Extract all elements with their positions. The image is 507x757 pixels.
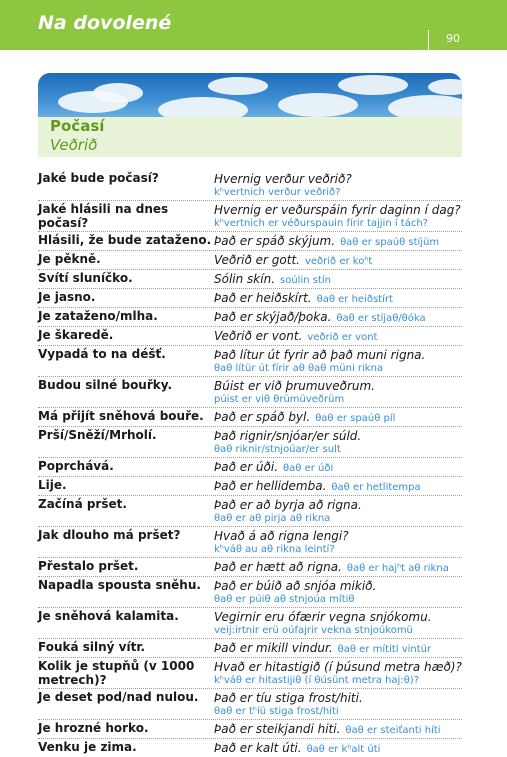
icelandic-phrase: Það er steikjandi hiti. xyxy=(214,722,341,736)
phrase-row xyxy=(38,638,462,657)
czech-phrase: Hlásili, že bude zataženo. xyxy=(38,233,212,247)
icelandic-cell xyxy=(214,608,462,638)
icelandic-phrase: Það lítur út fyrir að það muni rigna. xyxy=(214,348,426,362)
phrase-row xyxy=(38,376,462,407)
icelandic-phrase: Það er kalt úti. xyxy=(214,741,302,755)
page-header xyxy=(0,0,507,50)
icelandic-cell xyxy=(214,658,462,688)
pronunciation: θaθ er mítitl vintür xyxy=(337,644,432,655)
phrase-row xyxy=(38,200,462,231)
icelandic-cell xyxy=(214,477,462,495)
icelandic-phrase: Það er heiðskírt. xyxy=(214,291,312,305)
icelandic-cell xyxy=(214,270,462,288)
icelandic-phrase: Sólin skín. xyxy=(214,272,276,286)
pronunciation: θaθ er spaúθ píl xyxy=(315,413,396,424)
pronunciation: θaθ er spaúθ stíjüm xyxy=(340,237,440,248)
phrase-row xyxy=(38,269,462,288)
icelandic-phrase: Það er hætt að rigna. xyxy=(214,560,342,574)
czech-phrase: Jaké hlásili na dnes počasí? xyxy=(38,202,169,230)
czech-phrase: Prší/Sněží/Mrholí. xyxy=(38,428,157,442)
phrase-row xyxy=(38,250,462,269)
czech-phrase: Vypadá to na déšť. xyxy=(38,347,166,361)
phrase-row xyxy=(38,307,462,326)
czech-phrase: Venku je zima. xyxy=(38,740,137,754)
phrase-row xyxy=(38,326,462,345)
phrase-row xyxy=(38,407,462,426)
icelandic-phrase: Það er búið að snjóa mikið. xyxy=(214,579,377,593)
icelandic-phrase: Hvernig verður veðrið? xyxy=(214,172,352,186)
icelandic-cell xyxy=(214,327,462,345)
czech-phrase: Je sněhová kalamita. xyxy=(38,609,179,623)
czech-phrase: Svítí sluníčko. xyxy=(38,271,133,285)
icelandic-phrase: Vegirnir eru ófærir vegna snjókomu. xyxy=(214,610,432,624)
icelandic-cell xyxy=(214,201,462,231)
phrase-row xyxy=(38,738,462,757)
pronunciation: θaθ lítür út fírir aθ θaθ müni rikna xyxy=(214,363,384,374)
pronunciation: θaθ er púiθ aθ stnjoúa mítiθ xyxy=(214,594,355,605)
icelandic-phrase: Það er að byrja að rigna. xyxy=(214,498,362,512)
icelandic-phrase: Hvað á að rigna lengi? xyxy=(214,529,349,543)
phrase-row xyxy=(38,426,462,457)
czech-phrase: Budou silné bouřky. xyxy=(38,378,173,392)
pronunciation: θaθ er úði xyxy=(283,463,334,474)
phrase-row xyxy=(38,719,462,738)
icelandic-cell xyxy=(214,558,462,576)
pronunciation: kʰváθ er hitastijiθ (í θúsünt metra haj:θ)? xyxy=(214,675,420,686)
icelandic-cell xyxy=(214,346,462,376)
pronunciation: kʰvertnich verður veðrið? xyxy=(214,187,341,198)
czech-phrase: Je škaredě. xyxy=(38,328,114,342)
pronunciation: θaθ er heiðstírt xyxy=(316,294,393,305)
pronunciation: θaθ er tʰíü stiga frost/híti xyxy=(214,706,339,717)
icelandic-cell xyxy=(214,289,462,307)
czech-phrase: Je pěkně. xyxy=(38,252,101,266)
pronunciation: θaθ er kʰalt úti xyxy=(306,744,381,755)
icelandic-cell xyxy=(214,377,462,407)
icelandic-cell xyxy=(214,427,462,457)
icelandic-phrase: Veðrið er vont. xyxy=(214,329,303,343)
czech-phrase: Fouká silný vítr. xyxy=(38,640,146,654)
phrase-row xyxy=(38,607,462,638)
icelandic-phrase: Það er hellidemba. xyxy=(214,479,327,493)
phrase-row xyxy=(38,688,462,719)
icelandic-phrase: Það er tíu stiga frost/hiti. xyxy=(214,691,363,705)
czech-phrase: Je jasno. xyxy=(38,290,96,304)
phrase-row xyxy=(38,476,462,495)
pronunciation: θaθ er steiťanti híti xyxy=(345,725,441,736)
czech-phrase: Kolik je stupňů (v 1000 metrech)? xyxy=(38,659,195,687)
icelandic-cell xyxy=(214,308,462,326)
icelandic-phrase: Það rignir/snjóar/er súld. xyxy=(214,429,362,443)
czech-phrase: Je deset pod/nad nulou. xyxy=(38,690,199,704)
icelandic-cell xyxy=(214,251,462,269)
chapter-title: Na dovolené xyxy=(38,12,172,34)
phrase-row xyxy=(38,557,462,576)
phrase-row xyxy=(38,526,462,557)
icelandic-cell xyxy=(214,496,462,526)
czech-phrase: Napadla spousta sněhu. xyxy=(38,578,201,592)
czech-phrase: Jak dlouho má pršet? xyxy=(38,528,181,542)
phrase-row xyxy=(38,231,462,250)
pronunciation: kʰváθ au aθ rikna leintí? xyxy=(214,544,335,555)
pronunciation: kʰvertnich er véðurspauin fírir tajjin í tách? xyxy=(214,218,428,229)
czech-phrase: Začíná pršet. xyxy=(38,497,127,511)
phrase-row xyxy=(38,657,462,688)
icelandic-phrase: Hvað er hitastigið (í þúsund metra hæð)? xyxy=(214,660,462,674)
czech-phrase: Má přijít sněhová bouře. xyxy=(38,409,204,423)
icelandic-phrase: Það er spáð byl. xyxy=(214,410,311,424)
phrase-row xyxy=(38,288,462,307)
pronunciation: θaθ riknir/stnjoúar/er sult xyxy=(214,444,341,455)
pronunciation: veðrið er koʰt xyxy=(304,256,373,267)
czech-phrase: Je hrozné horko. xyxy=(38,721,149,735)
phrase-row xyxy=(38,170,462,200)
section-heading xyxy=(38,117,462,157)
icelandic-cell xyxy=(214,408,462,426)
pronunciation: veij:irtnir erü oúfajrir vekna stnjoúkomü xyxy=(214,625,413,636)
icelandic-phrase: Hvernig er veðurspáin fyrir daginn í dag? xyxy=(214,203,461,217)
czech-phrase: Poprchává. xyxy=(38,459,114,473)
icelandic-phrase: Veðrið er gott. xyxy=(214,253,300,267)
page-number: 90 xyxy=(446,32,460,45)
pronunciation: veðrið er vont xyxy=(307,332,378,343)
phrase-row xyxy=(38,457,462,476)
pronunciation: θaθ er stíjaθ/θóka xyxy=(336,313,426,324)
icelandic-cell xyxy=(214,232,462,250)
czech-phrase: Lije. xyxy=(38,478,67,492)
icelandic-cell xyxy=(214,720,462,738)
icelandic-cell xyxy=(214,170,462,200)
icelandic-phrase: Það er mikill vindur. xyxy=(214,641,333,655)
czech-phrase: Je zataženo/mlha. xyxy=(38,309,158,323)
icelandic-cell xyxy=(214,458,462,476)
phrase-row xyxy=(38,345,462,376)
icelandic-cell xyxy=(214,639,462,657)
sky-banner-image xyxy=(38,73,462,117)
icelandic-phrase: Það er úði. xyxy=(214,460,279,474)
phrase-row xyxy=(38,495,462,526)
phrase-row xyxy=(38,576,462,607)
pronunciation: θaθ er aθ pirja aθ rikna xyxy=(214,513,331,524)
icelandic-cell xyxy=(214,689,462,719)
icelandic-cell xyxy=(214,527,462,557)
pronunciation: θaθ er hajʰt aθ rikna xyxy=(346,563,449,574)
icelandic-phrase: Búist er við þrumuveðrum. xyxy=(214,379,375,393)
icelandic-phrase: Það er skýjað/þoka. xyxy=(214,310,332,324)
czech-phrase: Jaké bude počasí? xyxy=(38,171,159,185)
pronunciation: púist er viθ θrümüveðrüm xyxy=(214,394,345,405)
icelandic-phrase: Það er spáð skýjum. xyxy=(214,234,336,248)
czech-phrase: Přestalo pršet. xyxy=(38,559,139,573)
section-title: Počasí xyxy=(50,117,105,135)
icelandic-cell xyxy=(214,577,462,607)
header-divider xyxy=(428,30,429,50)
section-subtitle: Veðrið xyxy=(50,136,98,154)
pronunciation: soúlin stín xyxy=(280,275,332,286)
icelandic-cell xyxy=(214,739,462,757)
phrase-list xyxy=(38,170,462,757)
pronunciation: θaθ er hetlitempa xyxy=(331,482,421,493)
